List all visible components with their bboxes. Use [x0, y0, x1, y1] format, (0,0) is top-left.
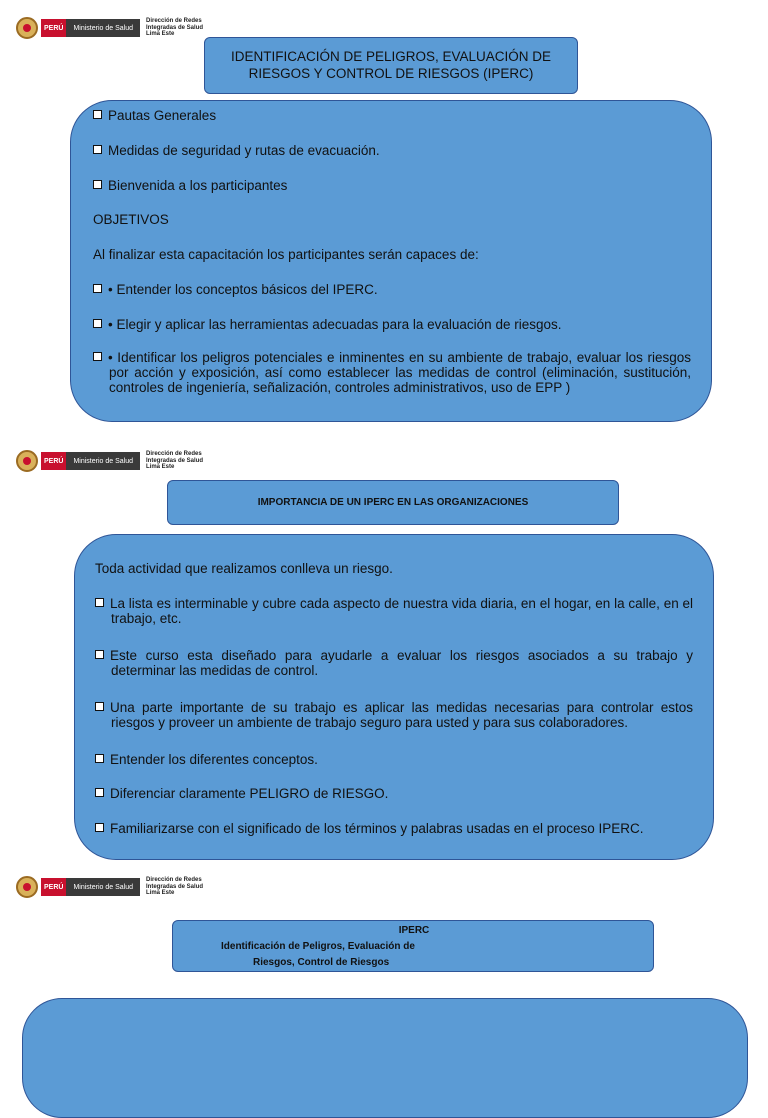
checkbox-bullet-icon [93, 352, 102, 361]
coat-of-arms-icon [16, 876, 38, 898]
slide3-title: IPERC Identificación de Peligros, Evaluación de Riesgos, Control de Riesgos [172, 920, 654, 972]
list-item: Familiarizarse con el significado de los términos y palabras usadas en el proceso IPERC. [95, 821, 644, 836]
checkbox-bullet-icon [95, 823, 104, 832]
peru-label: PERÚ [41, 452, 66, 470]
checkbox-bullet-icon [93, 319, 102, 328]
list-item: Medidas de seguridad y rutas de evacuación. [93, 143, 380, 158]
directorate-label: Dirección de Redes Integradas de Salud Lima Este [145, 18, 203, 38]
checkbox-bullet-icon [95, 598, 104, 607]
ministry-logo [16, 874, 203, 900]
checkbox-bullet-icon [95, 788, 104, 797]
ministry-logo [16, 15, 203, 41]
slide1-content-panel [70, 100, 712, 422]
ministry-label: Ministerio de Salud [66, 878, 140, 896]
list-item: Bienvenida a los participantes [93, 178, 287, 193]
list-item: Este curso esta diseñado para ayudarle a evaluar los riesgos asociados a su trabajo y determinar las medidas de control. [95, 648, 693, 678]
objectives-intro: Al finalizar esta capacitación los participantes serán capaces de: [93, 247, 479, 262]
list-item: • Entender los conceptos básicos del IPERC. [93, 282, 378, 297]
slide2-title: IMPORTANCIA DE UN IPERC EN LAS ORGANIZACIONES [167, 480, 619, 525]
checkbox-bullet-icon [93, 284, 102, 293]
list-item: Entender los diferentes conceptos. [95, 752, 318, 767]
coat-of-arms-icon [16, 450, 38, 472]
list-item: Diferenciar claramente PELIGRO de RIESGO. [95, 786, 388, 801]
checkbox-bullet-icon [93, 180, 102, 189]
list-item: Pautas Generales [93, 108, 216, 123]
slide1-title: IDENTIFICACIÓN DE PELIGROS, EVALUACIÓN DE RIESGOS Y CONTROL DE RIESGOS (IPERC) [204, 37, 578, 94]
list-item: • Identificar los peligros potenciales e inminentes en su ambiente de trabajo, evaluar los riesgos por acción y exposición, así como establecer las medidas de control (eliminación, sustitución, controles de ingeniería, señalización, controles administrativos, uso de EPP ) [93, 350, 691, 395]
checkbox-bullet-icon [93, 145, 102, 154]
slide2-content-panel [74, 534, 714, 860]
ministry-label: Ministerio de Salud [66, 19, 140, 37]
slide3-content-panel [22, 998, 748, 1118]
list-item: • Elegir y aplicar las herramientas adecuadas para la evaluación de riesgos. [93, 317, 561, 332]
checkbox-bullet-icon [93, 110, 102, 119]
peru-label: PERÚ [41, 19, 66, 37]
intro-text: Toda actividad que realizamos conlleva un riesgo. [95, 561, 393, 576]
list-item: Una parte importante de su trabajo es aplicar las medidas necesarias para controlar estos riesgos y proveer un ambiente de trabajo seguro para usted y para sus colaboradores. [95, 700, 693, 730]
objectives-heading: OBJETIVOS [93, 212, 169, 227]
directorate-label: Dirección de Redes Integradas de Salud Lima Este [145, 451, 203, 471]
checkbox-bullet-icon [95, 702, 104, 711]
ministry-label: Ministerio de Salud [66, 452, 140, 470]
coat-of-arms-icon [16, 17, 38, 39]
checkbox-bullet-icon [95, 650, 104, 659]
peru-label: PERÚ [41, 878, 66, 896]
directorate-label: Dirección de Redes Integradas de Salud Lima Este [145, 877, 203, 897]
list-item: La lista es interminable y cubre cada aspecto de nuestra vida diaria, en el hogar, en la calle, en el trabajo, etc. [95, 596, 693, 626]
ministry-logo [16, 448, 203, 474]
checkbox-bullet-icon [95, 754, 104, 763]
